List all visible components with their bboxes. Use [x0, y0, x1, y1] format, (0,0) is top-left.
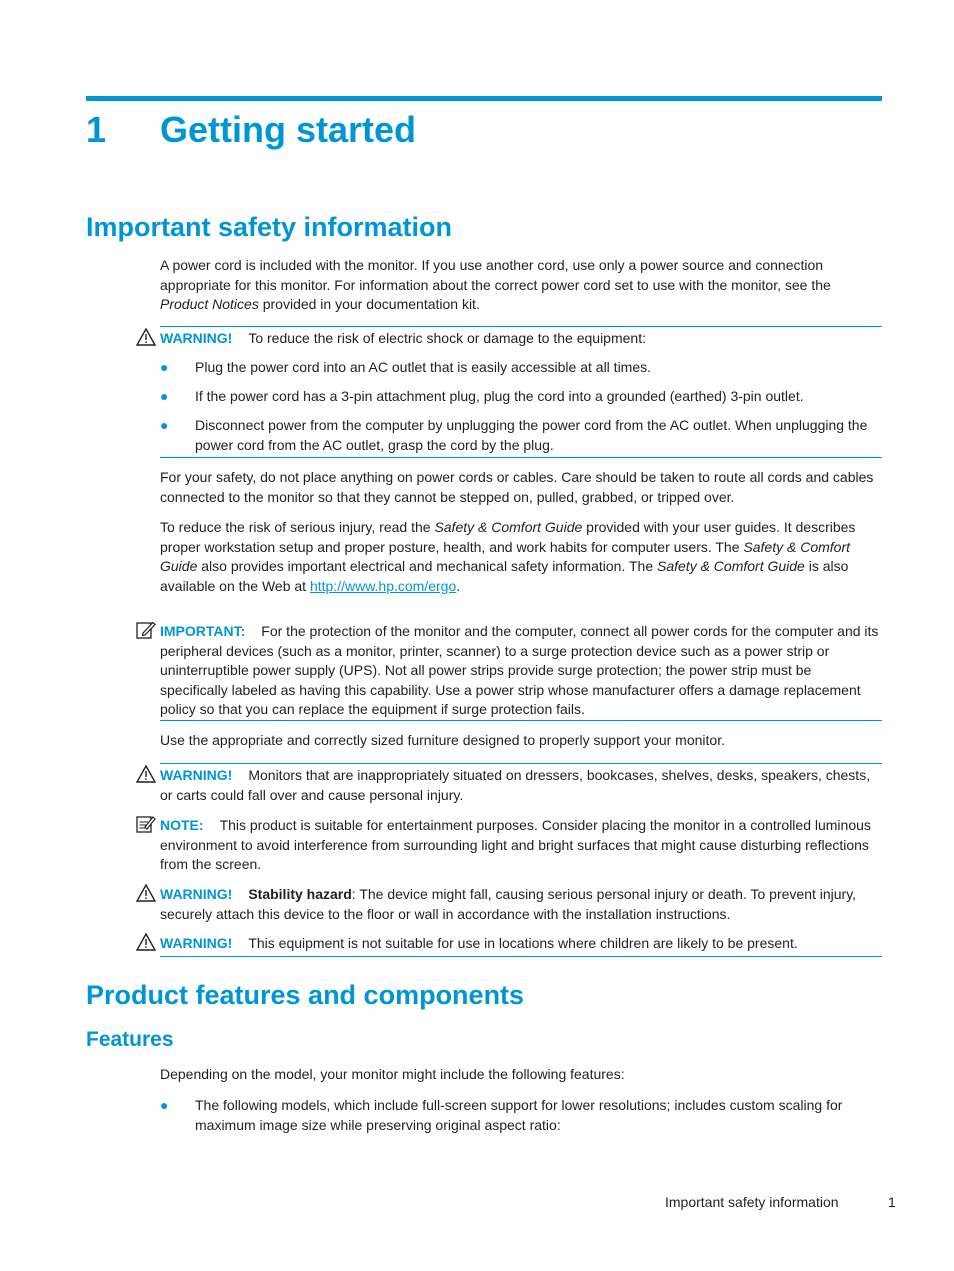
list-item: The following models, which include full-screen support for lower resolutions; includes custom scaling for maximum image size while preserving original aspect ratio: [195, 1097, 843, 1133]
warning-3: WARNING! Stability hazard: The device might fall, causing serious personal injury or death. To prevent injury, securely attach this device to the floor or wall in accordance with the installation instructions. [160, 886, 857, 922]
ergo-link[interactable]: http://www.hp.com/ergo [309, 577, 457, 594]
warning-1: WARNING! To reduce the risk of electric shock or damage to the equipment: [160, 330, 646, 346]
furniture-paragraph: Use the appropriate and correctly sized furniture designed to properly support your monitor. [160, 732, 725, 748]
warning-label: WARNING! [160, 886, 233, 902]
warning-rule-top [160, 326, 882, 327]
warning-triangle-icon [136, 328, 156, 346]
guide-paragraph: To reduce the risk of serious injury, read the Safety & Comfort Guide provided with your user guides. It describes proper workstation setup and proper posture, health, and work habits for computer users. The Safety & Comfort Guide also provides important electrical and mechanical safety information. The Safety & Comfort Guide is also available on the Web at http://www.hp.com/ergo. [160, 519, 856, 594]
features-intro: Depending on the model, your monitor might include the following features: [160, 1066, 625, 1082]
footer-section-title: Important safety information [665, 1194, 839, 1210]
important-label: IMPORTANT: [160, 623, 246, 639]
bullet-dot-icon: ● [160, 1097, 169, 1113]
warning-triangle-icon [136, 765, 156, 783]
subheading-features: Features [86, 1028, 174, 1051]
bullet-dot-icon: ● [160, 417, 169, 433]
warning-label: WARNING! [160, 767, 233, 783]
warning-triangle-icon [136, 884, 156, 902]
warning-rule-bottom [160, 457, 882, 458]
bullet-dot-icon: ● [160, 388, 169, 404]
note-pad-icon [136, 815, 156, 833]
intro-paragraph: A power cord is included with the monitor. If you use another cord, use only a power source and connection appropriate for this monitor. For information about the correct power cord set to use with the monitor, see the Product Notices provided in your documentation kit. [160, 257, 831, 312]
warning-2: WARNING! Monitors that are inappropriately situated on dressers, bookcases, shelves, desks, speakers, chests, or carts could fall over and cause personal injury. [160, 767, 871, 803]
warning-rule-bottom [160, 956, 882, 957]
important-pencil-icon [136, 621, 156, 639]
list-item: If the power cord has a 3-pin attachment plug, plug the cord into a grounded (earthed) 3-pin outlet. [195, 388, 804, 404]
important-block: IMPORTANT: For the protection of the monitor and the computer, connect all power cords for the computer and its peripheral devices (such as a monitor, printer, scanner) to a surge protection device such as a power strip or uninterruptible power supply (UPS). Not all power strips provide surge protection; the power strip must be specifically labeled as having this capability. Use a power strip whose manufacturer offers a damage replacement policy so that you can replace the equipment if surge protection fails. [160, 623, 879, 717]
important-rule-bottom [160, 720, 882, 721]
chapter-number: 1 [86, 109, 107, 150]
warning-label: WARNING! [160, 935, 233, 951]
warning-4: WARNING! This equipment is not suitable for use in locations where children are likely to be present. [160, 935, 798, 951]
safety-paragraph: For your safety, do not place anything on power cords or cables. Care should be taken to route all cords and cables connected to the monitor so that they cannot be stepped on, pulled, grabbed, or tripped over. [160, 469, 874, 505]
note-block: NOTE: This product is suitable for entertainment purposes. Consider placing the monitor in a controlled luminous environment to avoid interference from surrounding light and bright surfaces that might cause disturbing reflections from the screen. [160, 817, 871, 872]
warning-triangle-icon [136, 933, 156, 951]
warning-label: WARNING! [160, 330, 233, 346]
chapter-title: Getting started [160, 109, 417, 150]
warning-rule-top [160, 763, 882, 764]
footer-page-number: 1 [888, 1194, 896, 1210]
bullet-dot-icon: ● [160, 359, 169, 375]
chapter-rule [86, 96, 882, 101]
section-heading-features: Product features and components [86, 980, 525, 1010]
list-item: Disconnect power from the computer by unplugging the power cord from the AC outlet. When unplugging the power cord from the AC outlet, grasp the cord by the plug. [195, 417, 868, 453]
note-label: NOTE: [160, 817, 204, 833]
list-item: Plug the power cord into an AC outlet that is easily accessible at all times. [195, 359, 652, 375]
section-heading-safety: Important safety information [86, 212, 453, 242]
